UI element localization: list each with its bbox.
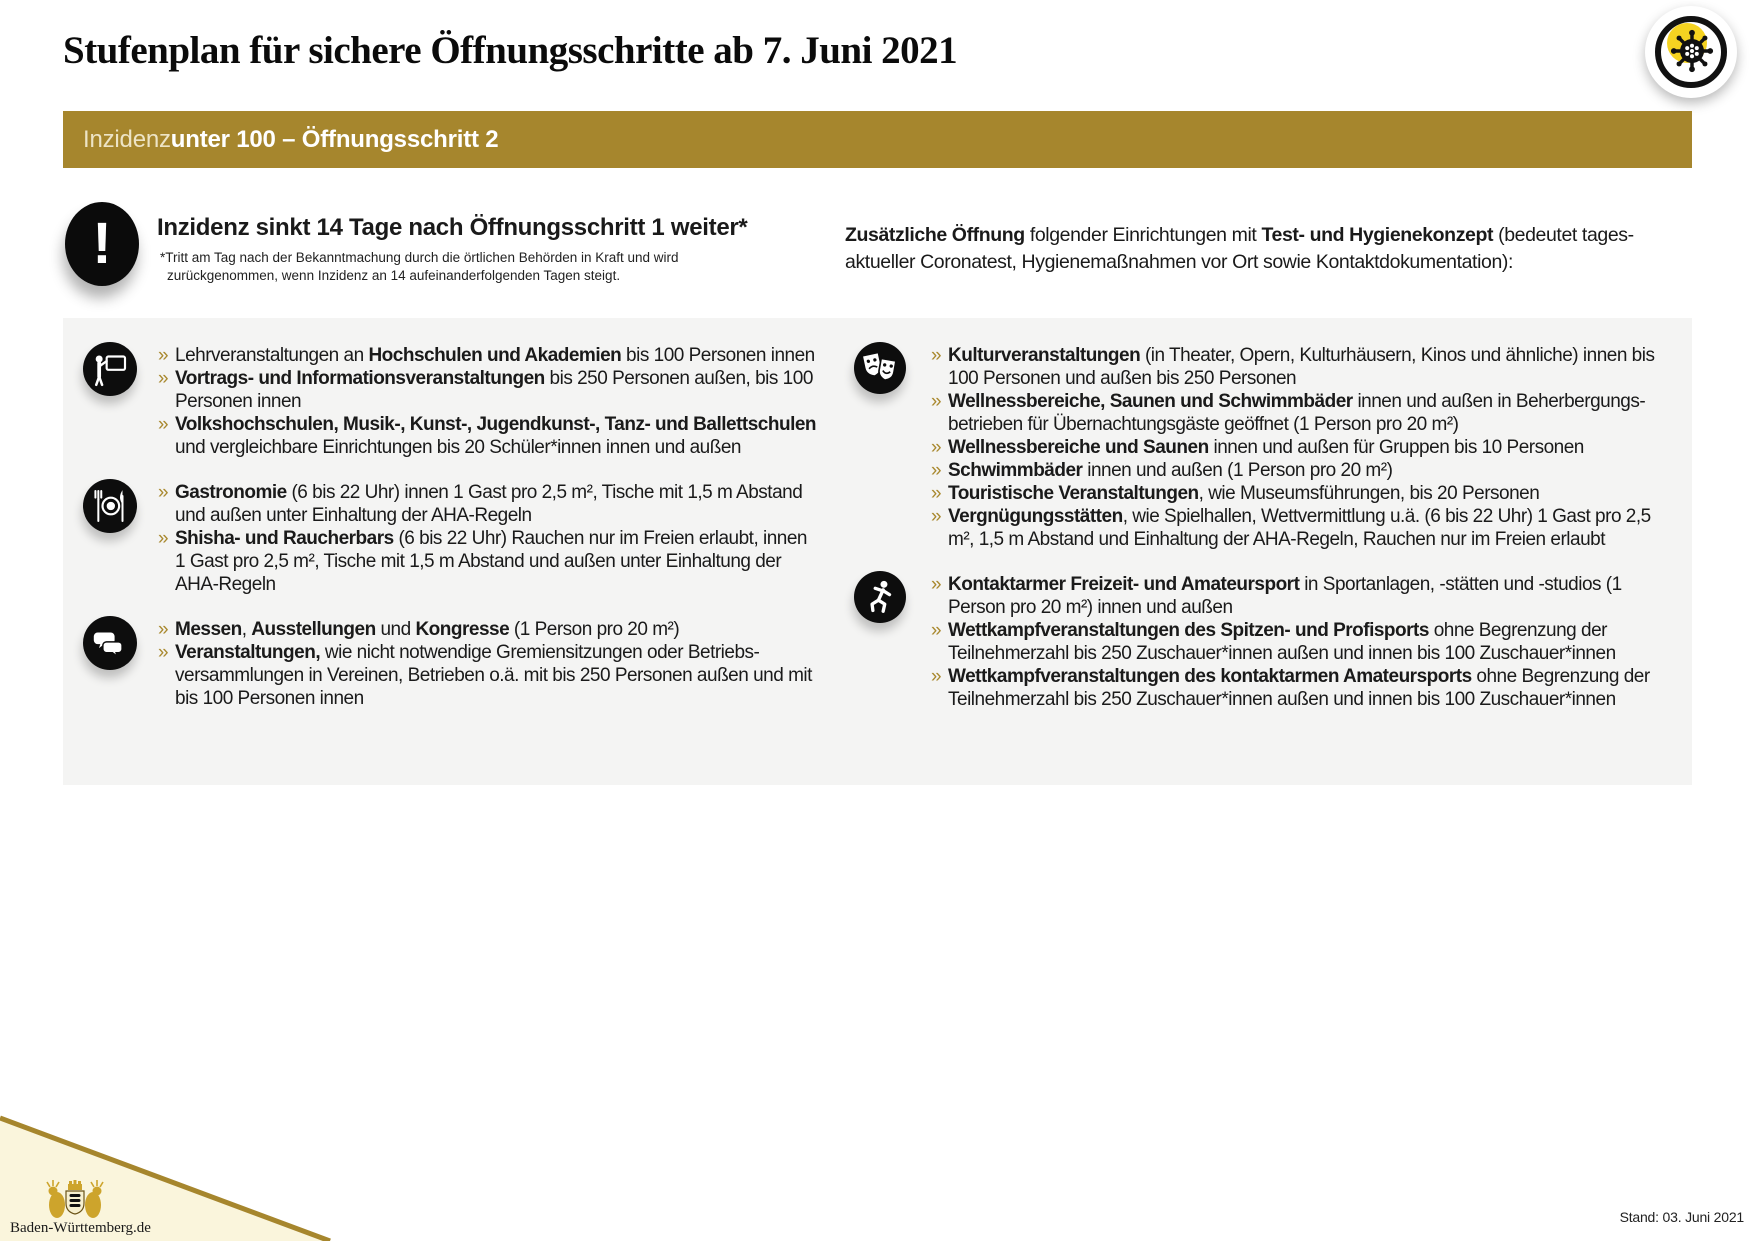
list-item-text: Messen, Ausstellungen und Kongresse (1 Person pro 20 m²) [175, 619, 680, 640]
banner-prefix: Inzidenz [83, 125, 171, 153]
list-item [158, 641, 818, 710]
list-item-text: Vortrags- und Informationsveranstaltungen bis 250 Personen außen, bis 100 Personen innen [175, 368, 813, 412]
bullet-marker: » [931, 574, 942, 595]
alert-footnote-line2: zurückgenommen, wenn Inzidenz an 14 aufeinanderfolgenden Tagen steigt. [167, 268, 621, 283]
list-item-text: Kontaktarmer Freizeit- und Amateursport in Sportanlagen, -stätten und -studios (1 Person pro 20 m²) innen und außen [948, 574, 1622, 618]
right-column [818, 344, 1692, 785]
bullet-list [137, 481, 818, 596]
bullet-marker: » [158, 368, 169, 389]
list-item [158, 527, 818, 596]
list-item [158, 367, 818, 413]
left-column [83, 344, 818, 785]
alert-footnote [160, 249, 679, 285]
list-item-text: Veranstaltungen, wie nicht notwendige Gremiensitzungen oder Betriebsversammlungen in Vereinen, Betrieben o.ä. mit bis 250 Personen außen und mit bis 100 Personen innen [175, 642, 812, 709]
list-item-text: Schwimmbäder innen und außen (1 Person pro 20 m²) [948, 460, 1393, 481]
lecture-icon [83, 342, 137, 396]
list-item-text: Touristische Veranstaltungen, wie Museumsführungen, bis 20 Personen [948, 483, 1540, 504]
list-item [158, 618, 818, 641]
bullet-marker: » [158, 619, 169, 640]
bullet-marker: » [931, 345, 942, 366]
list-item [931, 619, 1676, 665]
bullet-marker: » [931, 666, 942, 687]
incidence-banner [63, 111, 1692, 168]
bullet-marker: » [931, 506, 942, 527]
bullet-marker: » [158, 414, 169, 435]
list-item [931, 665, 1676, 711]
section-gastronomy [83, 481, 818, 596]
list-item-text: Gastronomie (6 bis 22 Uhr) innen 1 Gast pro 2,5 m², Tische mit 1,5 m Abstand und außen unter Einhaltung der AHA-Regeln [175, 482, 803, 526]
bullet-marker: » [158, 345, 169, 366]
list-item [931, 436, 1676, 459]
runner-icon [854, 571, 906, 623]
list-item-text: Lehrveranstaltungen an Hochschulen und Akademien bis 100 Personen innen [175, 345, 815, 366]
main-panel [63, 318, 1692, 785]
status-date: Stand: 03. Juni 2021 [1619, 1209, 1744, 1225]
chat-icon [83, 616, 137, 670]
bullet-marker: » [158, 642, 169, 663]
intro-paragraph: Zusätzliche Öffnung folgender Einrichtungen mit Test- und Hygienekonzept (bedeutet tagesaktueller Coronatest, Hygienemaßnahmen vor Ort sowie Kontaktdokumentation): [845, 224, 1635, 273]
bullet-list [906, 344, 1676, 551]
exclamation-icon: ! [65, 202, 139, 286]
list-item [931, 390, 1676, 436]
bullet-marker: » [158, 528, 169, 549]
list-item [931, 505, 1676, 551]
list-item [931, 573, 1676, 619]
list-item-text: Wettkampfveranstaltungen des Spitzen- und Profisports ohne Begrenzung der Teilnehmerzahl bis 250 Zuschauer*innen außen und innen bis 100 Zuschauer*innen [948, 620, 1616, 664]
list-item [158, 344, 818, 367]
theater-masks-icon [854, 342, 906, 394]
list-item [158, 481, 818, 527]
site-link: Baden-Württemberg.de [10, 1220, 151, 1236]
list-item [158, 413, 818, 459]
bullet-marker: » [931, 391, 942, 412]
virus-badge [1645, 6, 1737, 98]
list-item-text: Kulturveranstaltungen (in Theater, Opern, Kulturhäusern, Kinos und ähnliche) innen bis 100 Personen und außen bis 250 Personen [948, 345, 1655, 389]
list-item-text: Shisha- und Raucherbars (6 bis 22 Uhr) Rauchen nur im Freien erlaubt, innen 1 Gast pro 2,5 m², Tische mit 1,5 m Abstand und außen unter Einhaltung der AHA-Regeln [175, 528, 808, 595]
bullet-list [906, 573, 1676, 711]
virus-icon [1669, 28, 1715, 74]
alert-footnote-line1: *Tritt am Tag nach der Bekanntmachung durch die örtlichen Behörden in Kraft und wird [160, 250, 679, 265]
bullet-marker: » [931, 460, 942, 481]
page-title: Stufenplan für sichere Öffnungsschritte ab 7. Juni 2021 [63, 29, 958, 72]
bullet-list [137, 344, 818, 459]
list-item-text: Wellnessbereiche, Saunen und Schwimmbäder innen und außen in Beherbergungsbetrieben für Übernachtungsgäste geöffnet (1 Person pro 20 m²) [948, 391, 1646, 435]
bullet-marker: » [158, 482, 169, 503]
section-events [83, 618, 818, 710]
bullet-marker: » [931, 437, 942, 458]
list-item-text: Wellnessbereiche und Saunen innen und außen für Gruppen bis 10 Personen [948, 437, 1584, 458]
list-item-text: Wettkampfveranstaltungen des kontaktarmen Amateursports ohne Begrenzung der Teilnehmerzahl bis 250 Zuschauer*innen außen und innen bis 100 Zuschauer*innen [948, 666, 1650, 710]
list-item [931, 344, 1676, 390]
bullet-list [137, 618, 818, 710]
bullet-marker: » [931, 483, 942, 504]
list-item-text: Volkshochschulen, Musik-, Kunst-, Jugendkunst-, Tanz- und Ballettschulen und vergleichbare Einrichtungen bis 20 Schüler*innen innen und außen [175, 414, 817, 458]
list-item-text: Vergnügungsstätten, wie Spielhallen, Wettvermittlung u.ä. (6 bis 22 Uhr) 1 Gast pro 2,5 m², 1,5 m Abstand und Einhaltung der AHA-Regeln, Rauchen nur im Freien erlaubt [948, 506, 1651, 550]
restaurant-icon [83, 479, 137, 533]
section-education [83, 344, 818, 459]
list-item [931, 482, 1676, 505]
section-sport [818, 573, 1692, 711]
bullet-marker: » [931, 620, 942, 641]
section-culture [818, 344, 1692, 551]
alert-heading: Inzidenz sinkt 14 Tage nach Öffnungsschritt 1 weiter* [157, 214, 748, 241]
banner-highlight: unter 100 – Öffnungsschritt 2 [170, 125, 499, 153]
list-item [931, 459, 1676, 482]
